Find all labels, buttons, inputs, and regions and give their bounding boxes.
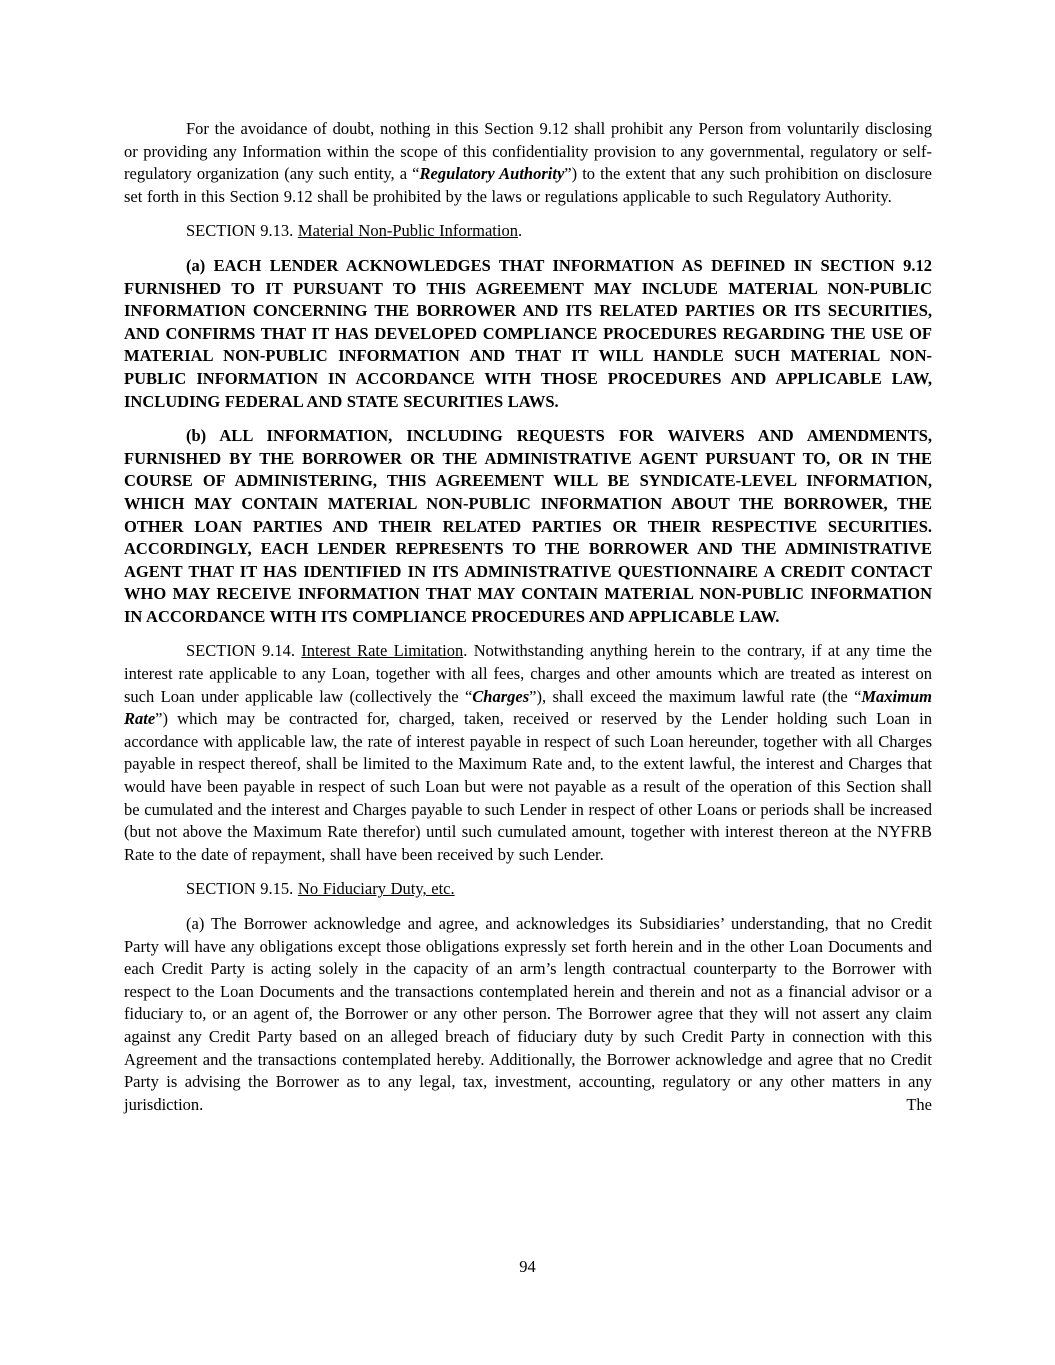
text-segment: SECTION 9.15. [186,879,298,899]
heading-section-9-13 [124,220,932,243]
text-segment: No Fiduciary Duty, etc. [297,879,455,899]
text-segment: Maximum Rate [124,686,932,729]
para-9-15-a [124,913,932,1116]
text-segment: Charges [472,686,530,706]
text-segment: For the avoidance of doubt, nothing in this Section 9.12 shall prohibit any Person from voluntarily disclosing or providing any Information within the scope of this confidentiality provision to any governmental, regulatory or self-regulatory organization (any such entity, a “ [124,119,932,184]
text-segment: (a) The Borrower acknowledge and agree, and acknowledges its Subsidiaries’ understanding, that no Credit Party will have any obligations except those obligations expressly set forth herein and in the other Loan Documents and each Credit Party is acting solely in the capacity of an arm’s length contractual counterparty to the Borrower with respect to the Loan Documents and the transactions contemplated herein and therein and not as a financial advisor or a fiduciary to, or an agent of, the Borrower or any other person. The Borrower agree that they will not assert any claim against any Credit Party based on an alleged breach of fiduciary duty by such Credit Party in connection with this Agreement and the transactions contemplated hereby. Additionally, the Borrower acknowledge and agree that no Credit Party is advising the Borrower as to any legal, tax, investment, accounting, regulatory or any other matters in any jurisdiction. The [124,914,932,1114]
text-segment: SECTION 9.14. [186,641,302,661]
text-segment: Material Non-Public Information [297,221,518,241]
page-footer [0,1256,1055,1279]
document-body [124,118,932,1128]
text-segment: ”), shall exceed the maximum lawful rate (the “ [529,686,862,706]
para-9-13-a [124,255,932,413]
text-segment: . Notwithstanding anything herein to the contrary, if at any time the interest rate applicable to any Loan, together with all fees, charges and other amounts which are treated as interest on such Loan under applicable law (collectively the “ [124,641,932,706]
text-segment: (a) EACH LENDER ACKNOWLEDGES THAT INFORMATION AS DEFINED IN SECTION 9.12 FURNISHED TO IT PURSUANT TO THIS AGREEMENT MAY INCLUDE MATERIAL NON-PUBLIC INFORMATION CONCERNING THE BORROWER AND ITS RELATED PARTIES OR ITS SECURITIES, AND CONFIRMS THAT IT HAS DEVELOPED COMPLIANCE PROCEDURES REGARDING THE USE OF MATERIAL NON-PUBLIC INFORMATION AND THAT IT WILL HANDLE SUCH MATERIAL NON-PUBLIC INFORMATION IN ACCORDANCE WITH THOSE PROCEDURES AND APPLICABLE LAW, INCLUDING FEDERAL AND STATE SECURITIES LAWS. [124,255,932,411]
page-number: 94 [519,1257,536,1276]
para-9-12-avoidance-of-doubt [124,118,932,208]
text-segment: Regulatory Authority [419,164,565,184]
text-segment: ”) to the extent that any such prohibition on disclosure set forth in this Section 9.12 shall be prohibited by the laws or regulations applicable to such Regulatory Authority. [124,164,932,206]
heading-section-9-15 [124,878,932,901]
para-section-9-14 [124,640,932,866]
text-segment: Interest Rate Limitation [301,641,464,661]
text-segment: (b) ALL INFORMATION, INCLUDING REQUESTS FOR WAIVERS AND AMENDMENTS, FURNISHED BY THE BORROWER OR THE ADMINISTRATIVE AGENT PURSUANT TO, OR IN THE COURSE OF ADMINISTERING, THIS AGREEMENT WILL BE SYNDICATE-LEVEL INFORMATION, WHICH MAY CONTAIN MATERIAL NON-PUBLIC INFORMATION ABOUT THE BORROWER, THE OTHER LOAN PARTIES AND THEIR RELATED PARTIES OR THEIR RESPECTIVE SECURITIES. ACCORDINGLY, EACH LENDER REPRESENTS TO THE BORROWER AND THE ADMINISTRATIVE AGENT THAT IT HAS IDENTIFIED IN ITS ADMINISTRATIVE QUESTIONNAIRE A CREDIT CONTACT WHO MAY RECEIVE INFORMATION THAT MAY CONTAIN MATERIAL NON-PUBLIC INFORMATION IN ACCORDANCE WITH ITS COMPLIANCE PROCEDURES AND APPLICABLE LAW. [124,426,932,626]
text-segment: . [517,221,523,241]
text-segment: SECTION 9.13. [186,221,298,241]
text-segment: ”) which may be contracted for, charged, taken, received or reserved by the Lender holding such Loan in accordance with applicable law, the rate of interest payable in respect of such Loan hereunder, together with all Charges payable in respect thereof, shall be limited to the Maximum Rate and, to the extent lawful, the interest and Charges that would have been payable in respect of such Loan but were not payable as a result of the operation of this Section shall be cumulated and the interest and Charges payable to such Lender in respect of other Loans or periods shall be increased (but not above the Maximum Rate therefor) until such cumulated amount, together with interest thereon at the NYFRB Rate to the date of repayment, shall have been received by such Lender. [124,709,932,864]
para-9-13-b [124,425,932,628]
